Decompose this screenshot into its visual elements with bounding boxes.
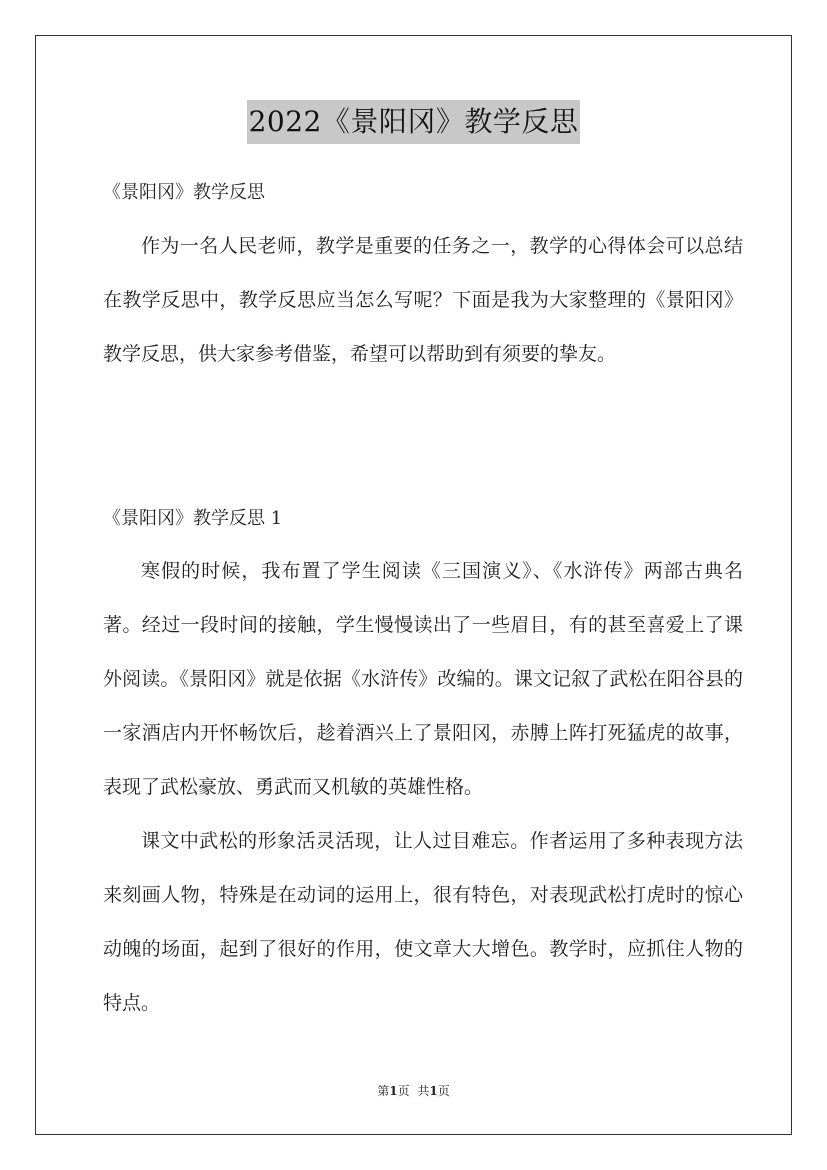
footer-total-prefix: 共 (417, 1084, 430, 1098)
footer-page-prefix: 第 (377, 1084, 390, 1098)
intro-heading: 《景阳冈》教学反思 (103, 182, 265, 203)
footer-page-suffix: 页 (397, 1084, 410, 1098)
footer-total-suffix: 页 (437, 1084, 450, 1098)
title-container (0, 100, 827, 144)
intro-paragraph: 作为一名人民老师，教学是重要的任务之一，教学的心得体会可以总结在教学反思中，教学反思应当怎么写呢？下面是我为大家整理的《景阳冈》教学反思，供大家参考借鉴，希望可以帮助到有须要的挚友。 (103, 235, 743, 365)
section1-paragraph-1: 寒假的时候，我布置了学生阅读《三国演义》、《水浒传》两部古典名著。经过一段时间的接触，学生慢慢读出了一些眉目，有的甚至喜爱上了课外阅读。《景阳冈》就是依据《水浒传》改编的。课文记叙了武松在阳谷县的一家酒店内开怀畅饮后，趁着酒兴上了景阳冈，赤膊上阵打死猛虎的故事，表现了武松豪放、勇武而又机敏的英雄性格。 (103, 560, 743, 798)
page-footer (0, 1082, 827, 1099)
footer-page-current: 1 (389, 1084, 398, 1098)
document-title: 2022《景阳冈》教学反思 (247, 100, 581, 144)
footer-page-total: 1 (429, 1084, 438, 1098)
section1-heading: 《景阳冈》教学反思 1 (103, 508, 283, 529)
section1-paragraph-2: 课文中武松的形象活灵活现，让人过目难忘。作者运用了多种表现方法来刻画人物，特殊是在动词的运用上，很有特色，对表现武松打虎时的惊心动魄的场面，起到了很好的作用，使文章大大增色。教学时，应抓住人物的特点。 (103, 830, 743, 1014)
